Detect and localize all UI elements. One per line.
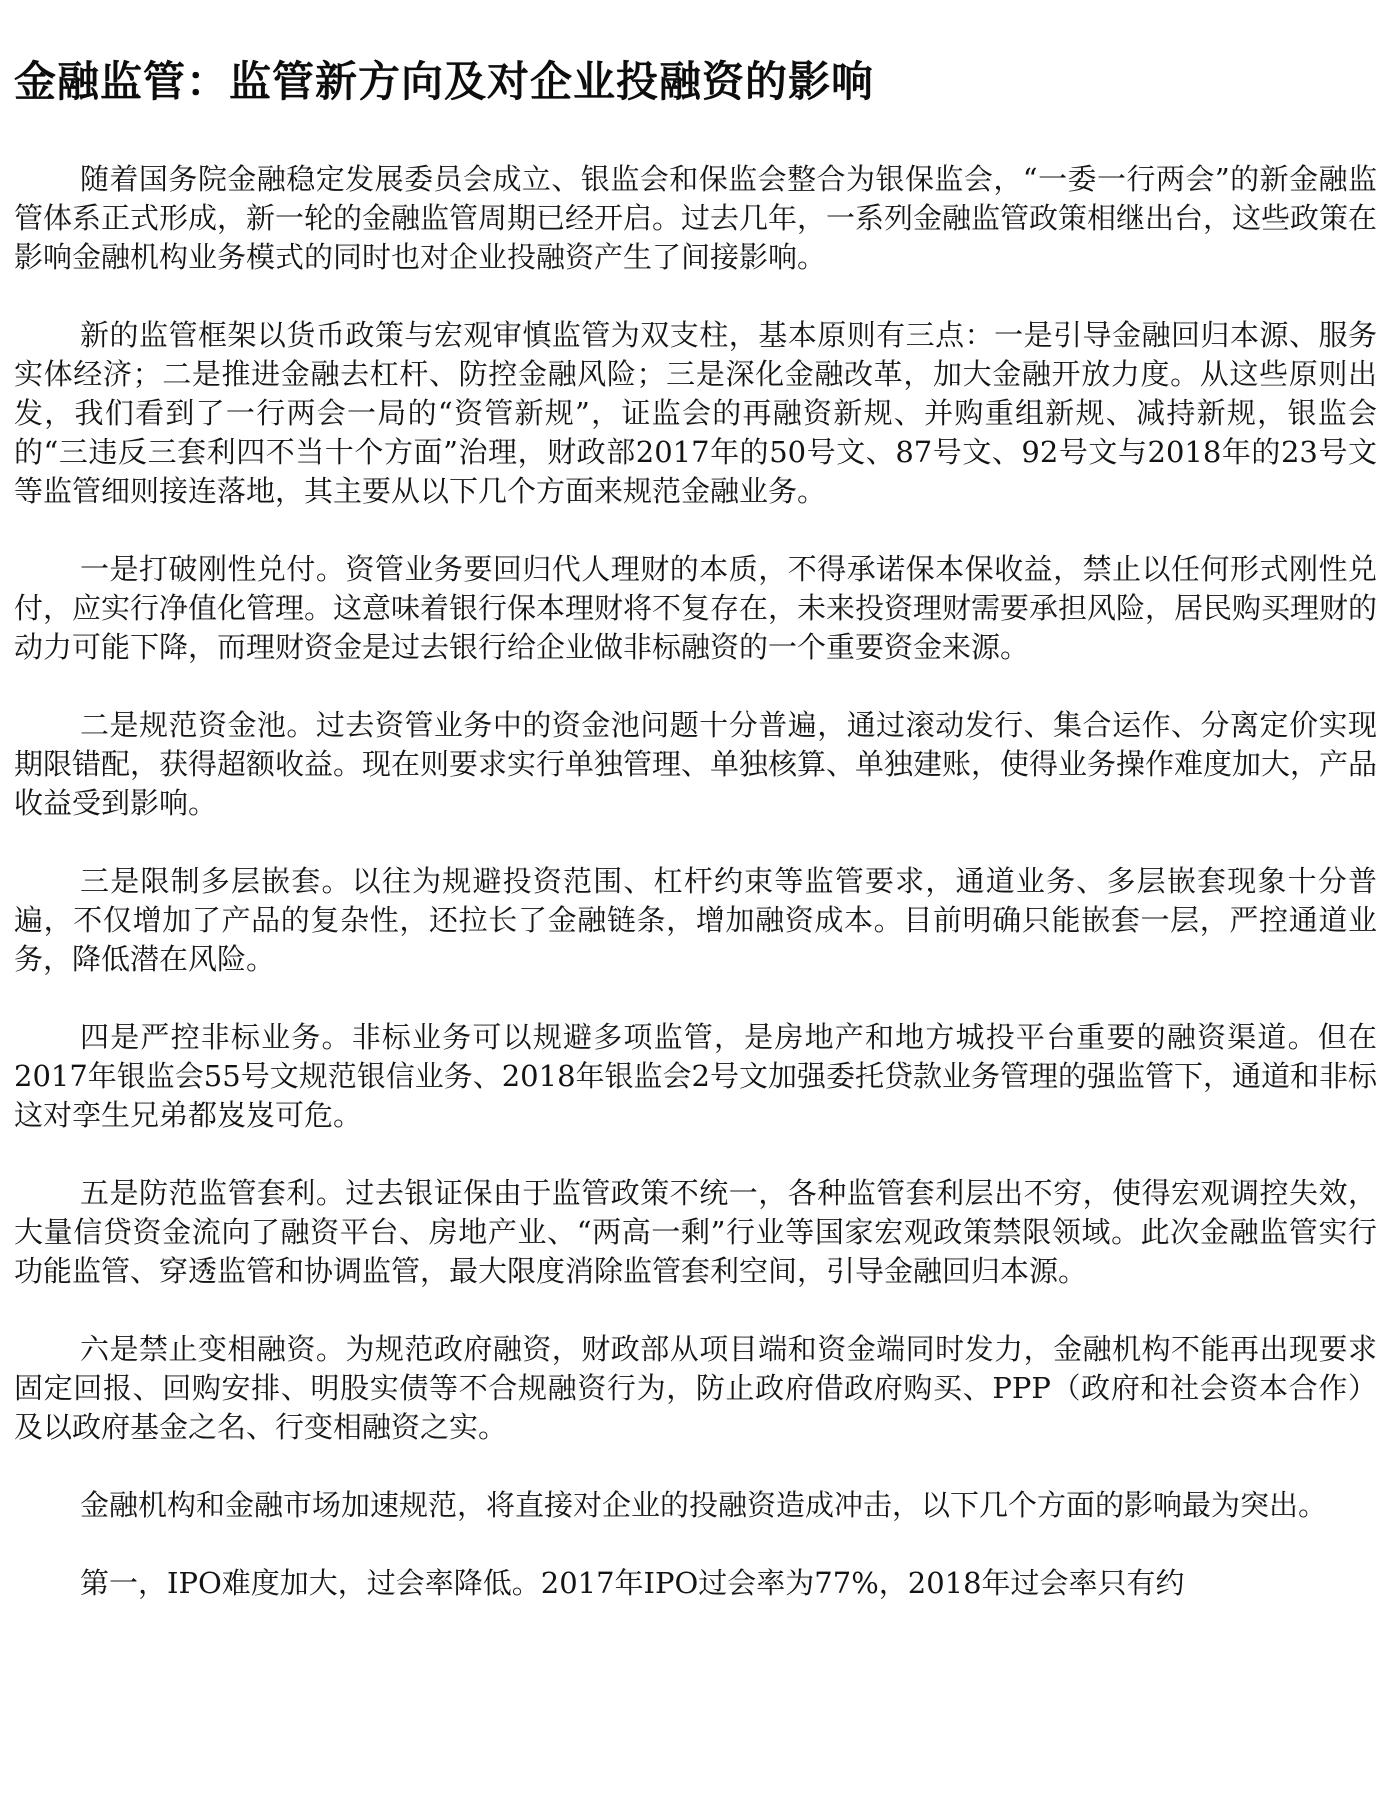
paragraph-point-2: 二是规范资金池。过去资管业务中的资金池问题十分普遍，通过滚动发行、集合运作、分离定价实现期限错配，获得超额收益。现在则要求实行单独管理、单独核算、单独建账，使得业务操作难度加大，产品收益受到影响。 xyxy=(14,708,1378,820)
paragraph-impact-first: 第一，IPO难度加大，过会率降低。2017年IPO过会率为77%，2018年过会率只有约 xyxy=(80,1566,1185,1600)
paragraph-point-4: 四是严控非标业务。非标业务可以规避多项监管，是房地产和地方城投平台重要的融资渠道。但在2017年银监会55号文规范银信业务、2018年银监会2号文加强委托贷款业务管理的强监管下，通道和非标这对孪生兄弟都岌岌可危。 xyxy=(14,1020,1377,1132)
paragraph-framework: 新的监管框架以货币政策与宏观审慎监管为双支柱，基本原则有三点：一是引导金融回归本源、服务实体经济；二是推进金融去杠杆、防控金融风险；三是深化金融改革，加大金融开放力度。从这些原则出发，我们看到了一行两会一局的“资管新规”，证监会的再融资新规、并购重组新规、减持新规，银监会的“三违反三套利四不当十个方面”治理，财政部2017年的50号文、87号文、92号文与2018年的23号文等监管细则接连落地，其主要从以下几个方面来规范金融业务。 xyxy=(14,318,1377,508)
document-title: 金融监管：监管新方向及对企业投融资的影响 xyxy=(14,57,875,106)
paragraph-point-5: 五是防范监管套利。过去银证保由于监管政策不统一，各种监管套利层出不穷，使得宏观调控失效，大量信贷资金流向了融资平台、房地产业、“两高一剩”行业等国家宏观政策禁限领域。此次金融监管实行功能监管、穿透监管和协调监管，最大限度消除监管套利空间，引导金融回归本源。 xyxy=(14,1176,1377,1288)
paragraph-impact-intro: 金融机构和金融市场加速规范，将直接对企业的投融资造成冲击，以下几个方面的影响最为突出。 xyxy=(80,1488,1328,1522)
paragraph-point-6: 六是禁止变相融资。为规范政府融资，财政部从项目端和资金端同时发力，金融机构不能再出现要求固定回报、回购安排、明股实债等不合规融资行为，防止政府借政府购买、PPP（政府和社会资本合作）及以政府基金之名、行变相融资之实。 xyxy=(14,1332,1377,1444)
paragraph-point-1: 一是打破刚性兑付。资管业务要回归代人理财的本质，不得承诺保本保收益，禁止以任何形式刚性兑付，应实行净值化管理。这意味着银行保本理财将不复存在，未来投资理财需要承担风险，居民购买理财的动力可能下降，而理财资金是过去银行给企业做非标融资的一个重要资金来源。 xyxy=(14,552,1378,664)
paragraph-intro: 随着国务院金融稳定发展委员会成立、银监会和保监会整合为银保监会，“一委一行两会”的新金融监管体系正式形成，新一轮的金融监管周期已经开启。过去几年，一系列金融监管政策相继出台，这些政策在影响金融机构业务模式的同时也对企业投融资产生了间接影响。 xyxy=(14,162,1378,274)
paragraph-point-3: 三是限制多层嵌套。以往为规避投资范围、杠杆约束等监管要求，通道业务、多层嵌套现象十分普遍，不仅增加了产品的复杂性，还拉长了金融链条，增加融资成本。目前明确只能嵌套一层，严控通道业务，降低潜在风险。 xyxy=(14,864,1377,976)
